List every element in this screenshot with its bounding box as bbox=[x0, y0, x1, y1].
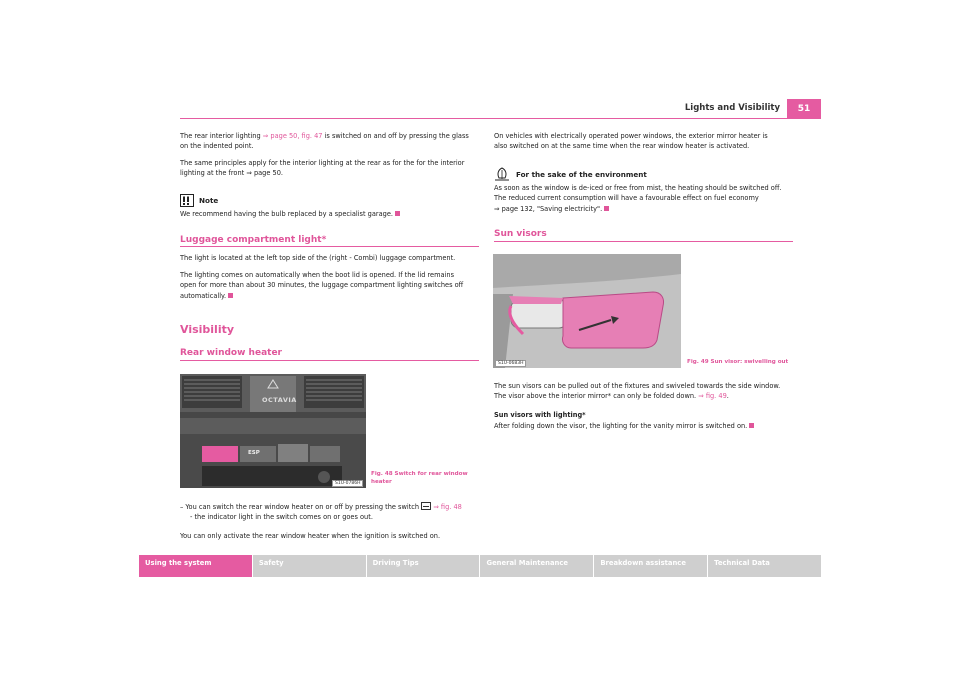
section-rule bbox=[180, 246, 479, 247]
text: The light is located at the left top side of the (right - Combi) luggage compartment. bbox=[180, 254, 456, 262]
footer-tabs bbox=[139, 555, 821, 577]
text: open for more than about 30 minutes, the luggage compartment lighting switches off bbox=[180, 281, 464, 290]
header-rule bbox=[180, 118, 821, 119]
text: The visor above the interior mirror* can only be folded down. bbox=[494, 392, 699, 401]
end-marker-icon bbox=[228, 293, 233, 298]
text: On vehicles with electrically operated power windows, the exterior mirror heater is bbox=[494, 132, 768, 140]
sun-visor-lighting-heading: Sun visors with lighting* bbox=[494, 411, 586, 419]
fig49-caption: Fig. 49 Sun visor: swivelling out bbox=[687, 359, 789, 365]
note-text bbox=[180, 209, 480, 219]
text: automatically. bbox=[180, 291, 227, 300]
tab-general-maintenance[interactable]: General Maintenance bbox=[480, 555, 593, 577]
same-principles-paragraph bbox=[180, 158, 480, 179]
tab-driving-tips[interactable]: Driving Tips bbox=[367, 555, 480, 577]
fig48-esp-label: ESP bbox=[248, 450, 260, 456]
page-header-title: Lights and Visibility bbox=[684, 103, 780, 113]
luggage-paragraph bbox=[180, 253, 485, 263]
text: The reduced current consumption will have a favourable effect on fuel economy bbox=[494, 194, 759, 203]
text: The sun visors can be pulled out of the fixtures and swiveled towards the side window. bbox=[494, 382, 781, 390]
text: on the indented point. bbox=[180, 142, 254, 151]
tab-technical-data[interactable]: Technical Data bbox=[708, 555, 821, 577]
page-number: 51 bbox=[787, 99, 821, 118]
fig48-image bbox=[180, 374, 366, 488]
environment-paragraph bbox=[494, 183, 799, 214]
rear-heater-ignition-text: You can only activate the rear window heater when the ignition is switched on. bbox=[180, 532, 441, 540]
environment-heading: For the sake of the environment bbox=[516, 170, 647, 179]
text: The rear interior lighting bbox=[180, 132, 263, 140]
text: The same principles apply for the interior lighting at the rear as for the for the interior bbox=[180, 159, 465, 167]
luggage-heading: Luggage compartment light* bbox=[180, 235, 327, 245]
text: The lighting comes on automatically when the boot lid is opened. If the lid remains bbox=[180, 271, 455, 279]
text: . bbox=[726, 392, 729, 401]
rear-heater-bullet bbox=[180, 502, 485, 523]
text: ⇒ page 132, "Saving electricity". bbox=[494, 204, 603, 213]
tab-safety[interactable]: Safety bbox=[253, 555, 366, 577]
fig48-brand-label: OCTAVIA bbox=[262, 396, 297, 404]
fig48-caption bbox=[371, 470, 481, 486]
text: As soon as the window is de-iced or free from mist, the heating should be switched off. bbox=[494, 184, 782, 192]
text: also switched on at the same time when the rear window heater is activated. bbox=[494, 142, 750, 151]
fig-link[interactable]: ⇒ fig. 49 bbox=[698, 392, 727, 401]
luggage-paragraph-2 bbox=[180, 270, 485, 301]
rear-interior-paragraph bbox=[180, 131, 480, 152]
text: After folding down the visor, the lighting for the vanity mirror is switched on. bbox=[494, 422, 748, 430]
caption-line: heater bbox=[371, 479, 392, 485]
tab-using-the-system[interactable]: Using the system bbox=[139, 555, 252, 577]
rear-window-heading: Rear window heater bbox=[180, 348, 282, 358]
text: – You can switch the rear window heater on or off by pressing the switch bbox=[180, 503, 422, 511]
sun-visors-heading: Sun visors bbox=[494, 229, 547, 239]
fig48-code: S1U-0786H bbox=[332, 480, 363, 487]
end-marker-icon bbox=[749, 423, 754, 428]
note-icon bbox=[180, 192, 194, 205]
caption-line: Fig. 48 Switch for rear window bbox=[371, 471, 468, 477]
visibility-heading: Visibility bbox=[180, 323, 235, 336]
fig49-code: S1U-0683H bbox=[495, 360, 526, 367]
sun-visor-lighting-text bbox=[494, 421, 804, 431]
fig49-image bbox=[493, 254, 681, 368]
mirror-heater-paragraph bbox=[494, 131, 799, 152]
end-marker-icon bbox=[395, 211, 400, 216]
text: We recommend having the bulb replaced by a specialist garage. bbox=[180, 210, 393, 218]
note-heading: Note bbox=[199, 196, 219, 205]
section-rule bbox=[494, 241, 793, 242]
section-rule bbox=[180, 360, 479, 361]
end-marker-icon bbox=[604, 206, 609, 211]
fig-link[interactable]: ⇒ fig. 48 bbox=[431, 503, 462, 511]
text: is switched on and off by pressing the glass bbox=[322, 132, 469, 140]
text: - the indicator light in the switch comes on or goes out. bbox=[190, 513, 373, 522]
tab-breakdown-assistance[interactable]: Breakdown assistance bbox=[594, 555, 707, 577]
text: lighting at the front ⇒ page 50. bbox=[180, 169, 283, 178]
environment-icon bbox=[494, 166, 510, 180]
sun-visor-paragraph bbox=[494, 381, 804, 402]
page-link[interactable]: ⇒ page 50, fig. 47 bbox=[262, 132, 323, 140]
rear-heater-switch-icon bbox=[421, 502, 431, 510]
